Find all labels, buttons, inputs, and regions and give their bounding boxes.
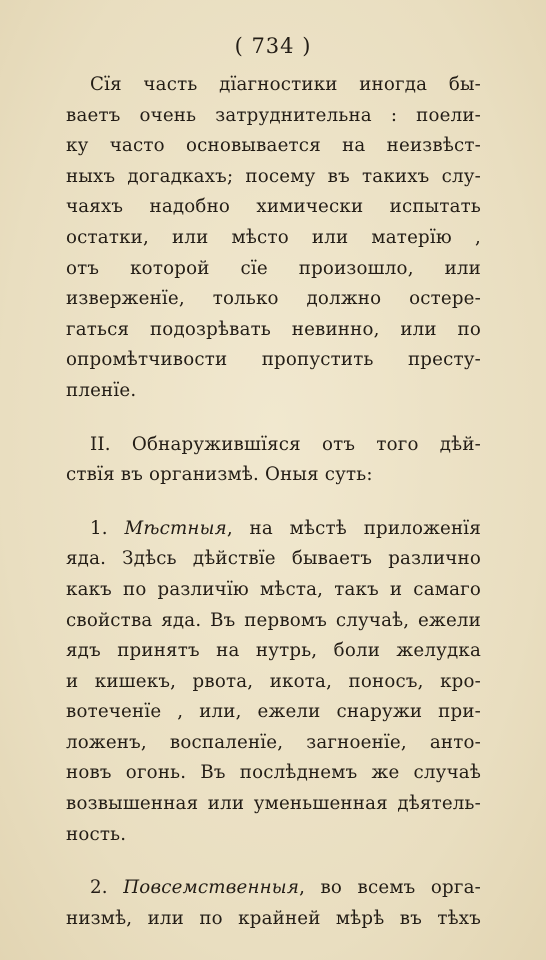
text-fragment: , на мѣстѣ приложенїя <box>226 517 481 539</box>
text-line: ныхъ догадкахъ; посему въ такихъ слу- <box>66 165 481 187</box>
text-line: свойства яда. Въ первомъ случаѣ, ежели <box>66 609 481 631</box>
text-line: изверженїе, только должно остере- <box>66 288 481 310</box>
list-item-lead-line <box>66 514 481 545</box>
page-text <box>66 70 481 934</box>
text-line: ядъ принятъ на нутрь, боли желудка <box>66 640 481 662</box>
text-line: низмѣ, или по крайней мѣрѣ въ тѣхъ <box>66 907 481 929</box>
list-item-lead-line <box>66 873 481 904</box>
text-line: возвышенная или уменьшенная дѣятель- <box>66 793 481 815</box>
text-line: пленїе. <box>66 379 137 401</box>
text-line: отъ которой сїе произошло, или <box>66 257 481 279</box>
text-line: вотеченїе , или, ежели снаружи при- <box>66 701 481 723</box>
list-term: Повсемственныя <box>123 877 300 899</box>
list-number: 2. <box>90 877 108 899</box>
text-fragment: , во всемъ орга- <box>299 877 482 899</box>
text-line: ваетъ очень затруднительна : поели- <box>66 104 481 126</box>
text-line: Сїя часть дїагностики иногда бы- <box>90 74 481 95</box>
text-line: ку часто основывается на неизвѣст- <box>66 135 481 157</box>
text-line: остатки, или мѣсто или матерїю , <box>66 226 481 248</box>
text-line: ложенъ, воспаленїе, загноенїе, анто- <box>66 731 481 753</box>
text-line: какъ по различїю мѣста, такъ и самаго <box>66 578 481 600</box>
section-heading-line: II. Обнаружившїяся отъ того дѣй- <box>90 433 481 455</box>
list-term: Мѣстныя <box>124 517 227 539</box>
text-line: чаяхъ надобно химически испытать <box>66 196 481 218</box>
list-number: 1. <box>90 517 108 539</box>
text-line: опромѣтчивости пропустить престу- <box>66 349 481 371</box>
page-number: ( 734 ) <box>234 34 312 58</box>
text-line: ность. <box>66 823 127 845</box>
text-line: гаться подозрѣвать невинно, или по <box>66 318 481 340</box>
text-line: яда. Здѣсь дѣйствїе бываетъ различно <box>66 548 481 570</box>
text-line: новъ огонь. Въ послѣднемъ же случаѣ <box>66 762 481 784</box>
text-line: и кишекъ, рвота, икота, поносъ, кро- <box>66 670 481 692</box>
section-heading-line: ствїя въ организмѣ. Оныя суть: <box>66 464 373 486</box>
